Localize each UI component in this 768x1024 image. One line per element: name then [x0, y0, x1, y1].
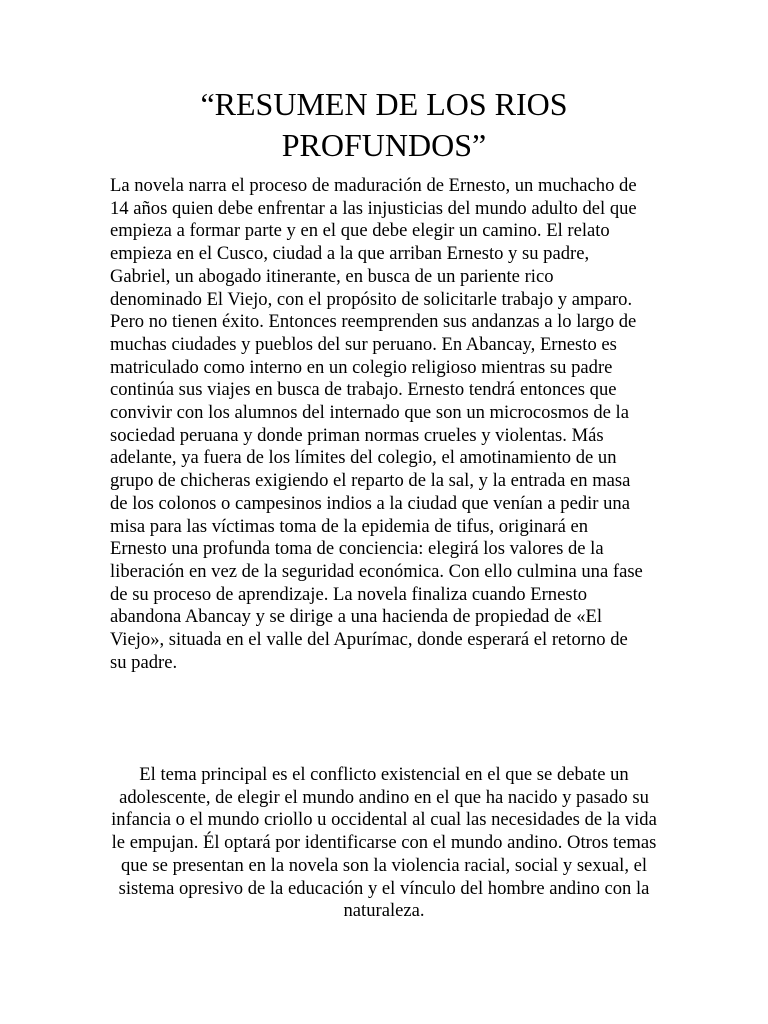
theme-paragraph: El tema principal es el conflicto existencial en el que se debate un adolescente, de elegir el mundo andino en el que ha nacido y pasado su infancia o el mundo criollo u occidental al cual las necesidades de la vida le empujan. Él optará por identificarse con el mundo andino. Otros temas que se presentan en la novela son la violencia racial, social y sexual, el sistema opresivo de la educación y el vínculo del hombre andino con la naturaleza. — [111, 764, 657, 922]
page-title: “RESUMEN DE LOS RIOS PROFUNDOS” — [200, 86, 568, 163]
summary-paragraph: La novela narra el proceso de maduración de Ernesto, un muchacho de 14 años quien debe enfrentar a las injusticias del mundo adulto del que empieza a formar parte y en el que debe elegir un camino. El relato empieza en el Cusco, ciudad a la que arriban Ernesto y su padre, Gabriel, un abogado itinerante, en busca de un pariente rico denominado El Viejo, con el propósito de solicitarle trabajo y amparo. Pero no tienen éxito. Entonces reemprenden sus andanzas a lo largo de muchas ciudades y pueblos del sur peruano. En Abancay, Ernesto es matriculado como interno en un colegio religioso mientras su padre continúa sus viajes en busca de trabajo. Ernesto tendrá entonces que convivir con los alumnos del internado que son un microcosmos de la sociedad peruana y donde priman normas crueles y violentas. Más adelante, ya fuera de los límites del colegio, el amotinamiento de un grupo de chicheras exigiendo el reparto de la sal, y la entrada en masa de los colonos o campesinos indios a la ciudad que venían a pedir una misa para las víctimas toma de la epidemia de tifus, originará en Ernesto una profunda toma de conciencia: elegirá los valores de la liberación en vez de la seguridad económica. Con ello culmina una fase de su proceso de aprendizaje. La novela finaliza cuando Ernesto abandona Abancay y se dirige a una hacienda de propiedad de «El Viejo», situada en el valle del Apurímac, donde esperará el retorno de su padre. — [110, 175, 643, 673]
